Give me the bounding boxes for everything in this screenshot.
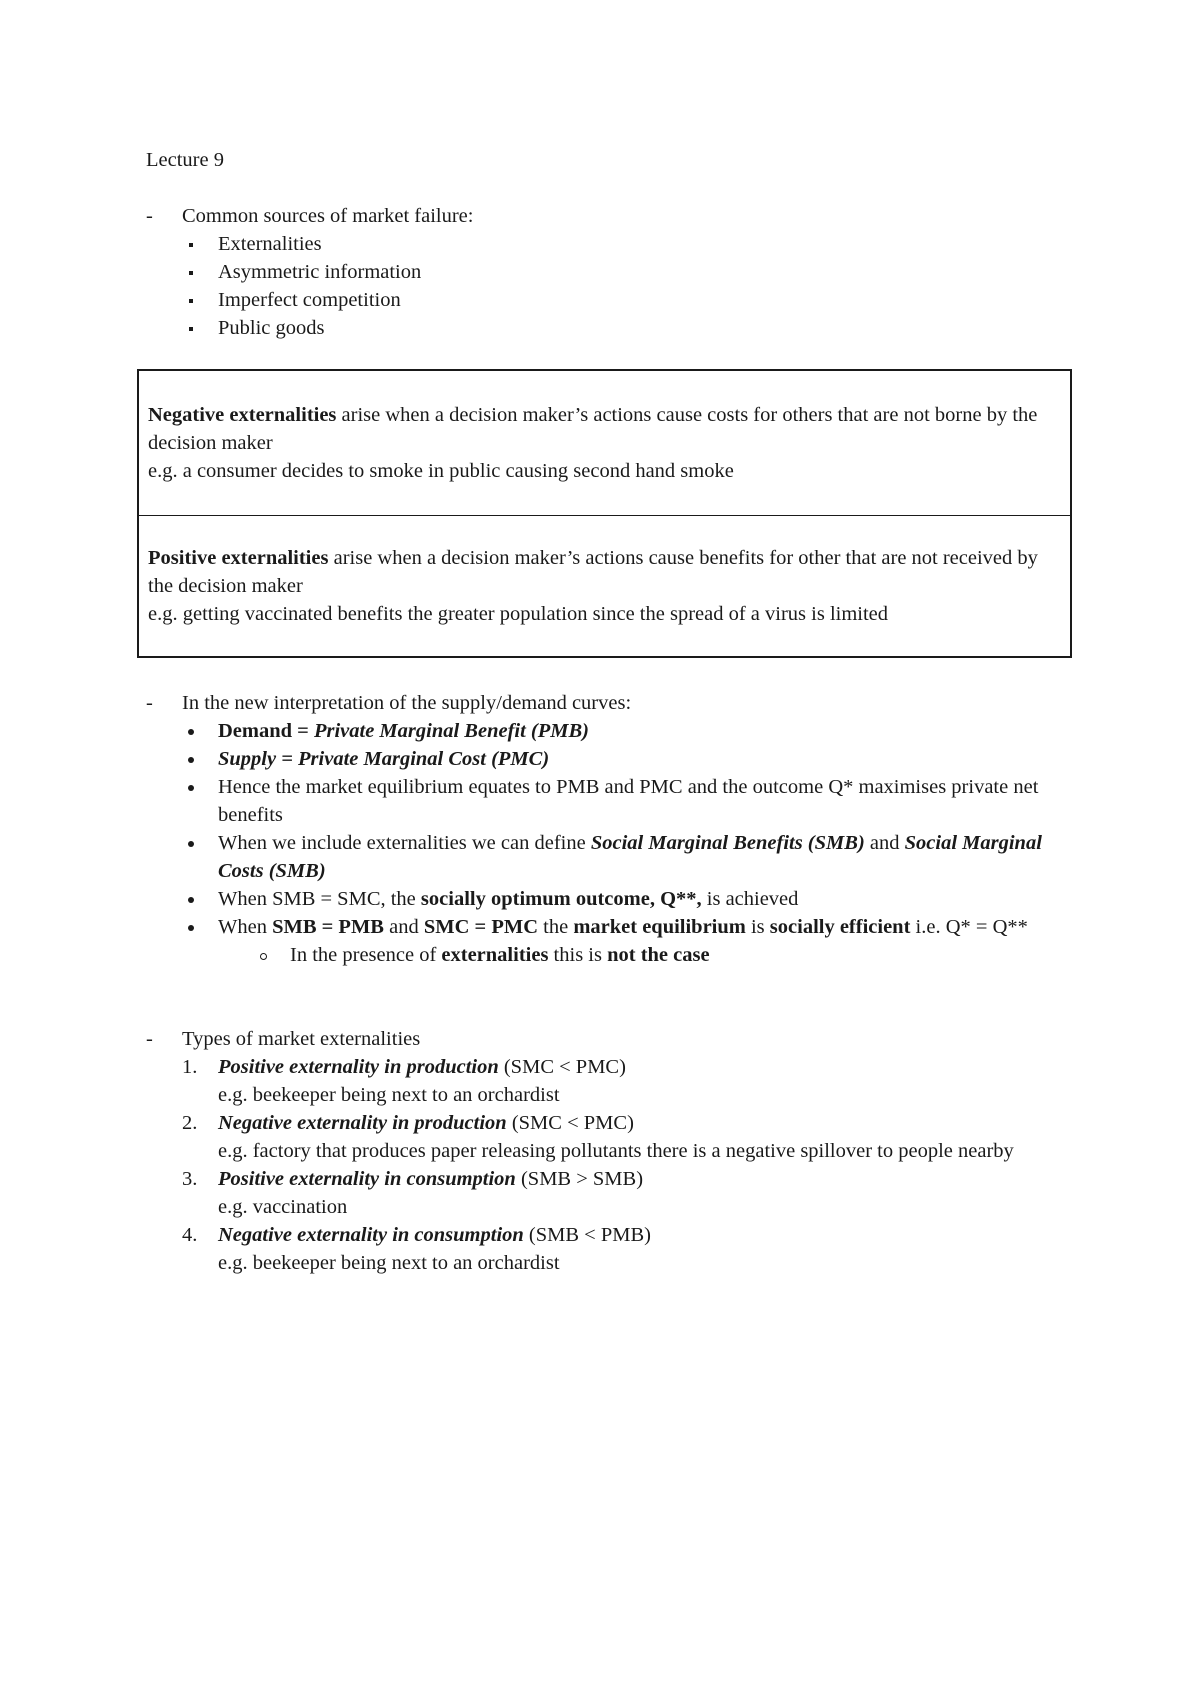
bullet-icon	[188, 729, 194, 735]
definitions-table	[137, 369, 1072, 658]
list-item: Supply = Private Marginal Cost (PMC)	[182, 745, 1076, 773]
bullet-icon	[188, 785, 194, 791]
square-bullet-icon	[189, 243, 193, 247]
square-bullet-icon	[189, 299, 193, 303]
bullet-icon	[188, 757, 194, 763]
list-item: When we include externalities we can define Social Marginal Benefits (SMB) and Social Marginal Costs (SMB)	[182, 829, 1076, 885]
list-item: 2. Negative externality in production (SMC < PMC) e.g. factory that produces paper releasing pollutants there is a negative spillover to people nearby	[182, 1112, 1014, 1162]
list-item: When SMB = SMC, the socially optimum outcome, Q**, is achieved	[182, 885, 1076, 913]
market-failure-list	[182, 230, 1076, 342]
list-item: 4. Negative externality in consumption (SMB < PMB) e.g. beekeeper being next to an orchardist	[182, 1224, 651, 1274]
negative-externality-example: e.g. a consumer decides to smoke in public causing second hand smoke	[148, 460, 734, 482]
list-item: 3. Positive externality in consumption (SMB > SMB) e.g. vaccination	[182, 1168, 644, 1218]
dash-marker: -	[146, 692, 153, 714]
supply-demand-item	[146, 689, 1076, 969]
table-divider	[139, 515, 1070, 516]
dash-marker: -	[146, 1028, 153, 1050]
market-failure-heading: Common sources of market failure:	[182, 205, 474, 227]
supply-demand-list	[182, 717, 1076, 969]
bullet-icon	[188, 925, 194, 931]
supply-demand-heading: In the new interpretation of the supply/demand curves:	[182, 692, 632, 714]
bullet-icon	[188, 897, 194, 903]
page-title: Lecture 9	[146, 149, 224, 171]
market-failure-item	[146, 202, 1076, 342]
list-item: Demand = Private Marginal Benefit (PMB)	[182, 717, 1076, 745]
types-heading: Types of market externalities	[182, 1028, 421, 1050]
list-item: Hence the market equilibrium equates to PMB and PMC and the outcome Q* maximises private net benefits	[182, 773, 1076, 829]
supply-demand-section	[146, 689, 1076, 969]
list-item: Imperfect competition	[182, 286, 1076, 314]
ring-bullet-icon	[260, 953, 267, 960]
list-item: When SMB = PMB and SMC = PMC the market equilibrium is socially efficient i.e. Q* = Q** In the presence of externalities this is not the case	[182, 913, 1076, 969]
market-failure-section	[146, 202, 1076, 342]
positive-externality-definition: Positive externalities arise when a decision maker’s actions cause benefits for other that are not received by the decision maker e.g. getting vaccinated benefits the greater population since the spread of a virus is limited	[148, 547, 1038, 625]
positive-externality-example: e.g. getting vaccinated benefits the greater population since the spread of a virus is limited	[148, 603, 889, 625]
dash-marker: -	[146, 205, 153, 227]
list-item: Externalities	[182, 230, 1076, 258]
square-bullet-icon	[189, 327, 193, 331]
types-item	[146, 1025, 1076, 1277]
list-item: 1. Positive externality in production (SMC < PMC) e.g. beekeeper being next to an orchardist	[182, 1056, 626, 1106]
list-item: Public goods	[182, 314, 1076, 342]
negative-externality-definition: Negative externalities arise when a decision maker’s actions cause costs for others that are not borne by the decision maker e.g. a consumer decides to smoke in public causing second hand smoke	[148, 404, 1038, 482]
bullet-icon	[188, 841, 194, 847]
types-section	[146, 1025, 1076, 1277]
list-item: Asymmetric information	[182, 258, 1076, 286]
list-item: In the presence of externalities this is not the case	[254, 941, 1076, 969]
supply-demand-sublist	[218, 941, 1076, 969]
square-bullet-icon	[189, 271, 193, 275]
types-list	[182, 1053, 1076, 1277]
